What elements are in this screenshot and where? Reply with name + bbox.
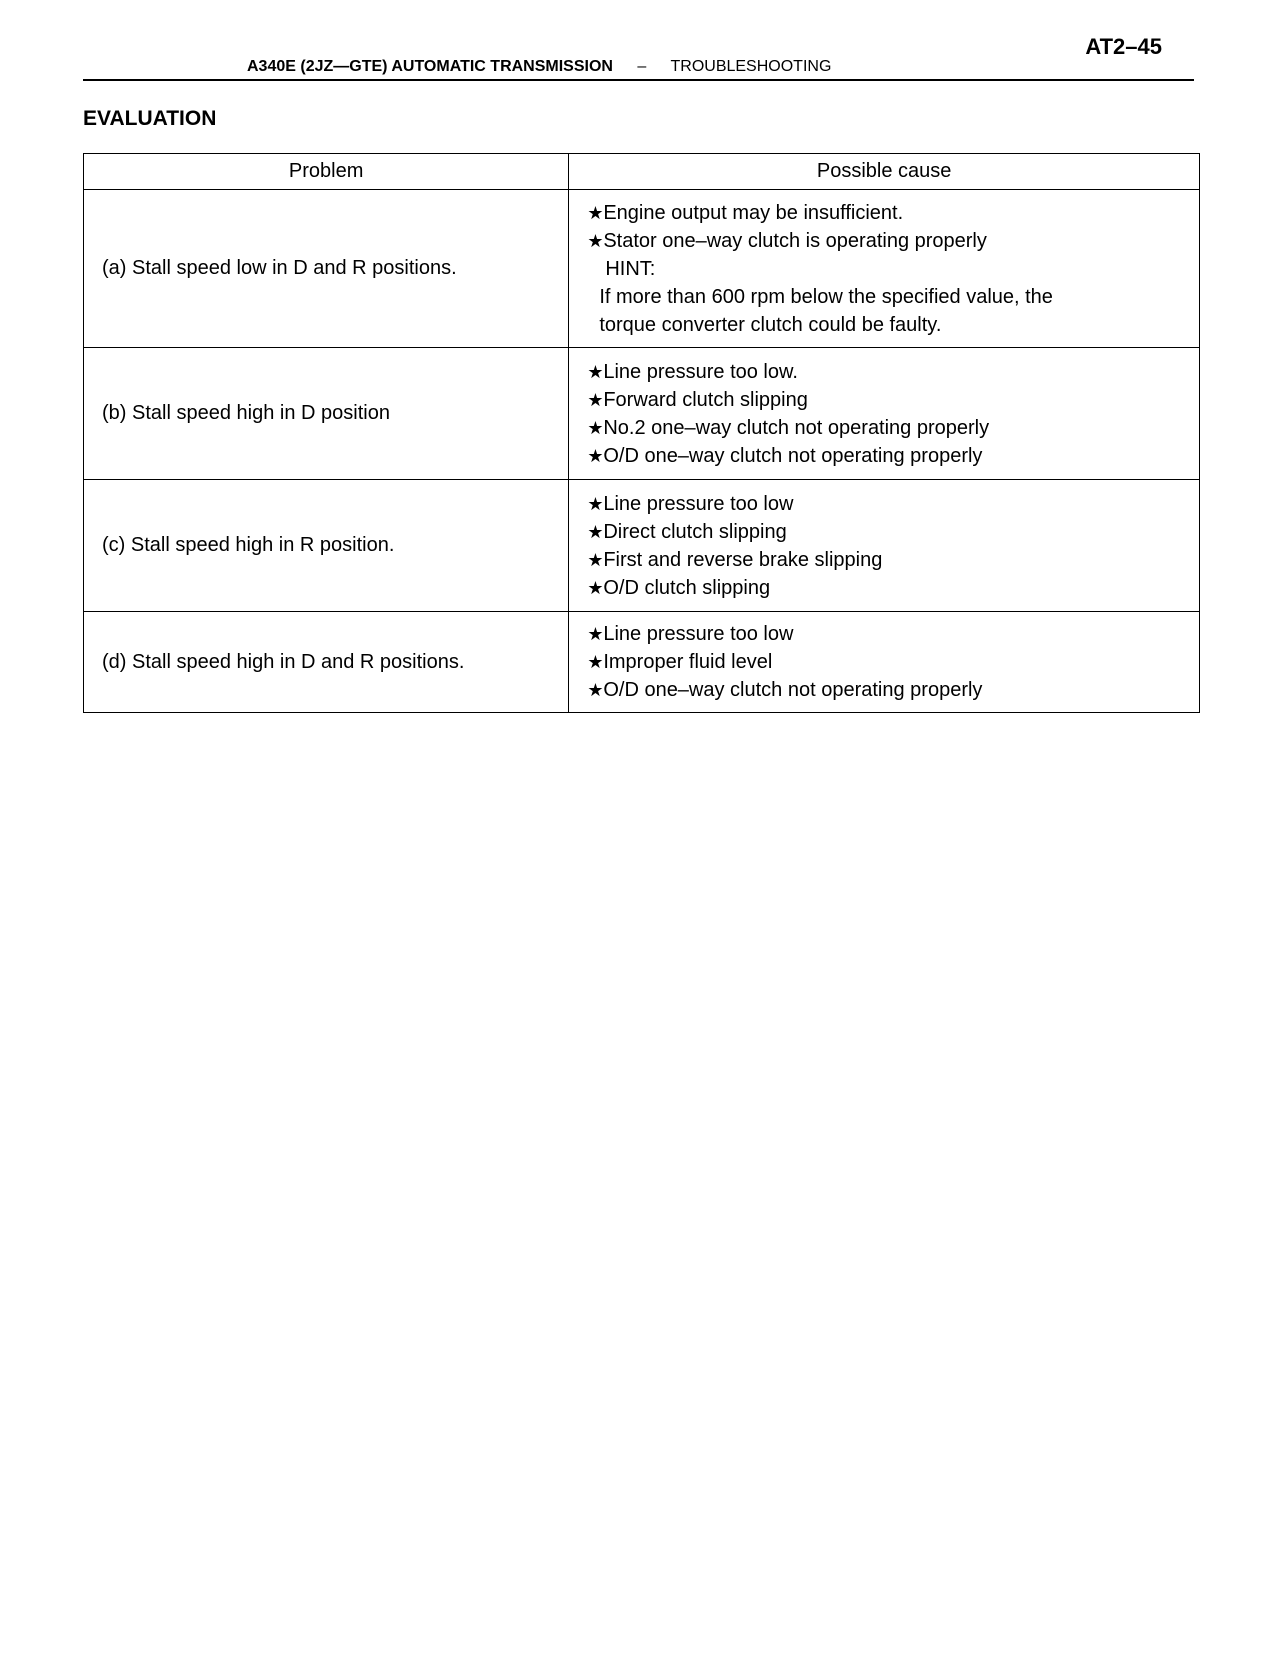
running-header (247, 58, 831, 76)
cause-item: ★O/D one–way clutch not operating properly (587, 442, 1187, 470)
header-section: TROUBLESHOOTING (670, 58, 832, 75)
table-row (84, 612, 1200, 713)
problem-cell: (a) Stall speed low in D and R positions. (84, 190, 569, 348)
header-separator: – (637, 58, 647, 75)
star-icon: ★ (587, 521, 604, 542)
table-row (84, 190, 1200, 348)
star-icon: ★ (587, 493, 604, 514)
problem-cell: (c) Stall speed high in R position. (84, 480, 569, 612)
cause-item: ★O/D clutch slipping (587, 574, 1187, 602)
column-header-problem: Problem (84, 154, 569, 190)
star-icon: ★ (587, 624, 604, 644)
star-icon: ★ (587, 445, 604, 466)
star-icon: ★ (587, 680, 604, 700)
cause-cell (569, 480, 1200, 612)
star-icon: ★ (587, 652, 604, 672)
cause-item: ★Line pressure too low (587, 490, 1187, 518)
cause-item: ★Engine output may be insufficient. (587, 199, 1187, 227)
cause-item: ★O/D one–way clutch not operating properly (587, 676, 1187, 704)
cause-item: ★Improper fluid level (587, 648, 1187, 676)
table-row (84, 348, 1200, 480)
star-icon: ★ (587, 417, 604, 438)
cause-item: ★Line pressure too low (587, 620, 1187, 648)
star-icon: ★ (587, 361, 604, 382)
cause-item: ★Forward clutch slipping (587, 386, 1187, 414)
star-icon: ★ (587, 549, 604, 570)
cause-item: ★No.2 one–way clutch not operating properly (587, 414, 1187, 442)
table-header-row (84, 154, 1200, 190)
cause-item: ★Line pressure too low. (587, 358, 1187, 386)
problem-cell: (d) Stall speed high in D and R positions. (84, 612, 569, 713)
problem-cell: (b) Stall speed high in D position (84, 348, 569, 480)
page-number: AT2–45 (1085, 34, 1162, 59)
star-icon: ★ (587, 230, 604, 251)
star-icon: ★ (587, 389, 604, 410)
cause-cell (569, 348, 1200, 480)
header-title: A340E (2JZ—GTE) AUTOMATIC TRANSMISSION (247, 58, 613, 75)
star-icon: ★ (587, 202, 604, 223)
cause-cell (569, 612, 1200, 713)
cause-item: ★Direct clutch slipping (587, 518, 1187, 546)
hint-text: If more than 600 rpm below the specified value, the (599, 285, 1053, 308)
table-row (84, 480, 1200, 612)
section-heading: EVALUATION (83, 107, 217, 130)
header-rule (83, 79, 1194, 81)
cause-cell (569, 190, 1200, 348)
hint-label: HINT: (605, 257, 656, 280)
hint-text: torque converter clutch could be faulty. (599, 313, 942, 336)
cause-item: ★Stator one–way clutch is operating properly (587, 227, 1187, 255)
evaluation-table (83, 153, 1200, 713)
star-icon: ★ (587, 577, 604, 598)
cause-item: ★First and reverse brake slipping (587, 546, 1187, 574)
column-header-possible-cause: Possible cause (569, 154, 1200, 190)
